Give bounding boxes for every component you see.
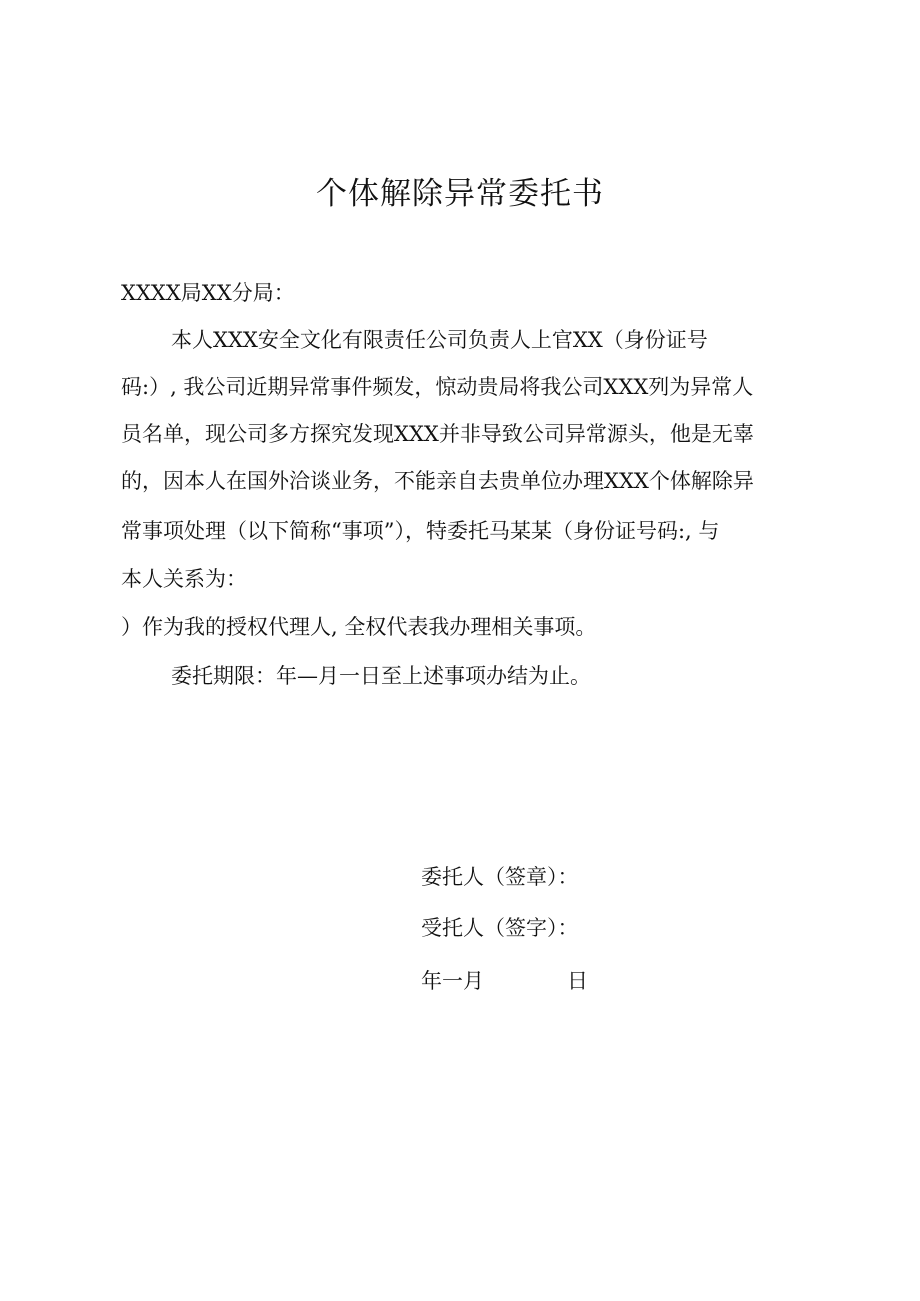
signature-date-year-month: 年一月 — [421, 969, 484, 993]
body-line-5: 常事项处理（以下简称“事项”），特委托马某某（身份证号码:, 与 — [121, 519, 720, 543]
document-title: 个体解除异常委托书 — [316, 176, 604, 212]
term-line: 委托期限：年—月一日至上述事项办结为止。 — [171, 664, 591, 688]
body-line-2: 码:）, 我公司近期异常事件频发，惊动贵局将我公司XXX列为异常人 — [121, 375, 754, 399]
addressee: XXXX局XX分局： — [121, 281, 295, 305]
body-line-3: 员名单，现公司多方探究发现XXX并非导致公司异常源头，他是无辜 — [121, 422, 754, 446]
body-line-1: 本人XXX安全文化有限责任公司负责人上官XX（身份证号 — [171, 328, 708, 352]
signature-date-day: 日 — [567, 969, 588, 993]
body-line-6: 本人关系为： — [121, 567, 247, 591]
body-line-4: 的，因本人在国外洽谈业务，不能亲自去贵单位办理XXX个体解除异 — [121, 469, 754, 493]
principal-signature-label: 委托人（签章）： — [421, 865, 579, 889]
body-line-7: ）作为我的授权代理人, 全权代表我办理相关事项。 — [121, 615, 597, 639]
agent-signature-label: 受托人（签字）： — [421, 916, 579, 940]
